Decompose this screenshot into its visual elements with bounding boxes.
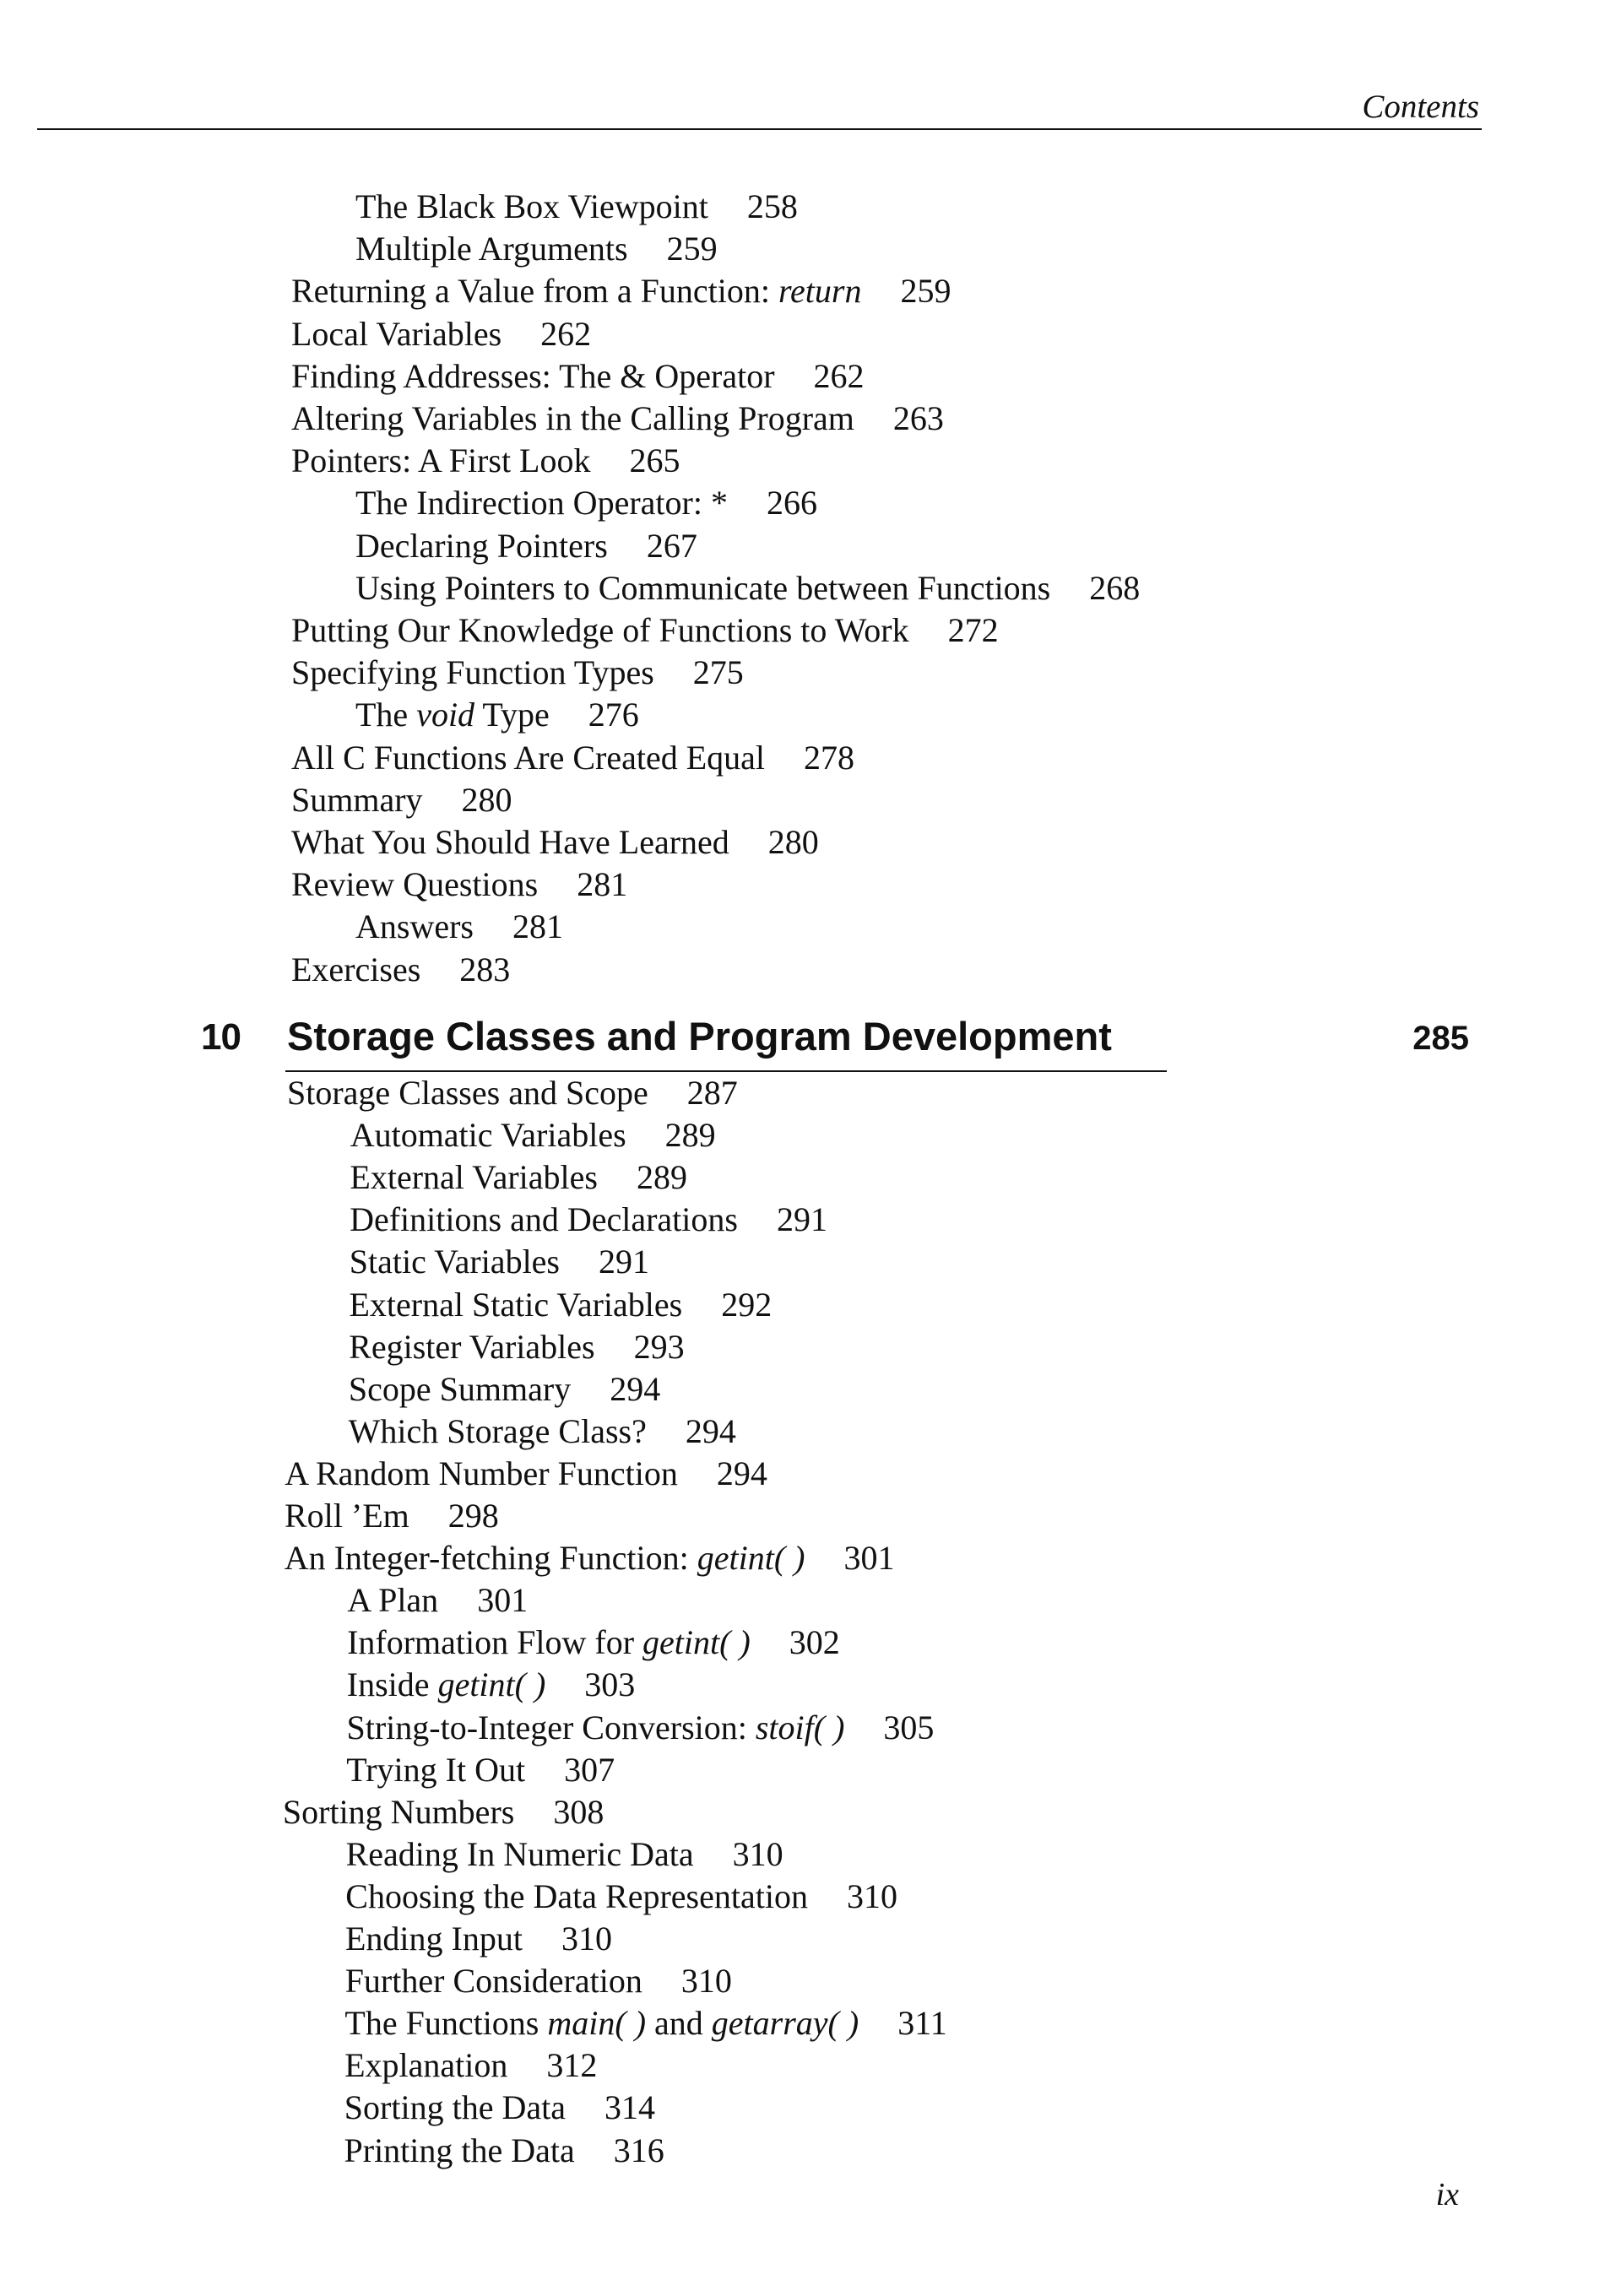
toc-entry-title: Local Variables — [291, 314, 502, 353]
toc-entry-page-number: 305 — [883, 1708, 935, 1746]
toc-entry-title: Returning a Value from a Function: — [291, 272, 778, 311]
toc-entry — [344, 2004, 946, 2043]
toc-entry-title: Answers — [355, 907, 474, 946]
toc-entry-page-number: 310 — [561, 1920, 612, 1958]
chapter-number: 10 — [201, 1016, 241, 1058]
toc-entry-page-number: 263 — [892, 399, 944, 437]
toc-entry — [346, 1751, 615, 1790]
toc-entry — [344, 2088, 655, 2127]
chapter-title: Storage Classes and Program Development — [287, 1014, 1112, 1059]
toc-entry-page-number: 310 — [680, 1962, 732, 2001]
toc-entry — [344, 2046, 597, 2085]
toc-entry-title: Storage Classes and Scope — [287, 1074, 648, 1112]
toc-entry-title: Which Storage Class? — [348, 1411, 647, 1450]
toc-entry — [291, 950, 510, 989]
header-rule — [37, 128, 1482, 130]
toc-entry — [291, 823, 819, 862]
toc-entry-page-number: 275 — [692, 653, 744, 692]
toc-entry-title-italic: return — [778, 272, 862, 311]
toc-entry — [347, 1623, 840, 1662]
toc-entry-title: External Static Variables — [349, 1285, 683, 1324]
toc-entry-title: Choosing the Data Representation — [345, 1876, 808, 1915]
toc-entry — [285, 1497, 499, 1535]
chapter-page-number: 285 — [1412, 1020, 1469, 1057]
toc-entry — [345, 1962, 732, 2001]
toc-entry — [291, 399, 944, 438]
toc-entry — [291, 865, 627, 904]
toc-entry — [291, 739, 854, 777]
toc-entry-page-number: 259 — [900, 272, 951, 311]
toc-entry-page-number: 294 — [610, 1369, 661, 1408]
toc-entry — [349, 1370, 660, 1409]
toc-entry-title: Using Pointers to Communicate between Functions — [355, 568, 1051, 607]
toc-entry-page-number: 311 — [897, 2004, 947, 2043]
toc-entry — [355, 907, 563, 946]
toc-entry-page-number: 312 — [546, 2046, 598, 2085]
toc-entry-title-italic: getarray( ) — [711, 2004, 859, 2043]
toc-entry-page-number: 302 — [789, 1623, 840, 1662]
toc-entry — [355, 696, 639, 734]
toc-entry-page-number: 307 — [564, 1750, 615, 1789]
toc-entry-title-continued: and — [646, 2004, 712, 2043]
toc-entry — [350, 1200, 827, 1239]
toc-entry-title: Static Variables — [349, 1243, 560, 1281]
toc-entry-title: A Random Number Function — [285, 1454, 678, 1492]
toc-entry-title: Scope Summary — [348, 1369, 572, 1408]
toc-entry — [344, 2131, 664, 2170]
toc-entry-title: The — [355, 696, 417, 734]
toc-entry-title: Roll ’Em — [285, 1497, 409, 1535]
toc-entry-title: All C Functions Are Created Equal — [291, 738, 766, 777]
toc-entry-page-number: 280 — [767, 823, 819, 861]
toc-entry — [350, 1158, 687, 1197]
toc-entry-title: Definitions and Declarations — [350, 1200, 738, 1239]
toc-entry-page-number: 308 — [553, 1792, 604, 1831]
running-head: Contents — [1362, 89, 1479, 125]
toc-entry-page-number: 298 — [447, 1497, 499, 1535]
toc-entry — [355, 527, 697, 566]
toc-entry-page-number: 301 — [477, 1581, 529, 1620]
toc-entry-title: Ending Input — [345, 1920, 523, 1958]
toc-entry — [349, 1412, 736, 1451]
toc-entry — [283, 1793, 604, 1832]
toc-entry-page-number: 291 — [776, 1200, 827, 1239]
toc-entry-page-number: 294 — [685, 1411, 736, 1450]
toc-entry-page-number: 267 — [646, 526, 697, 565]
toc-entry — [355, 569, 1140, 608]
toc-entry-title-italic: main( ) — [547, 2004, 647, 2043]
toc-entry-title: External Variables — [350, 1158, 598, 1197]
toc-entry-page-number: 310 — [846, 1876, 897, 1915]
toc-entry-title-continued: Type — [474, 696, 550, 734]
toc-entry-title: Multiple Arguments — [355, 230, 628, 268]
toc-entry-title: Sorting the Data — [344, 2088, 566, 2127]
toc-entry — [291, 781, 512, 820]
toc-entry-title: The Indirection Operator: * — [355, 484, 728, 523]
toc-entry — [350, 1243, 649, 1281]
toc-entry-title: Inside — [346, 1665, 438, 1704]
toc-entry-page-number: 262 — [540, 314, 592, 353]
toc-entry — [345, 1877, 897, 1916]
toc-entry-page-number: 259 — [666, 230, 718, 268]
toc-entry-title: Pointers: A First Look — [291, 441, 591, 480]
toc-entry-page-number: 281 — [577, 865, 628, 904]
toc-entry-title-italic: getint( ) — [642, 1623, 751, 1662]
toc-entry-page-number: 301 — [843, 1539, 895, 1578]
toc-entry — [349, 1328, 684, 1367]
toc-entry-page-number: 310 — [732, 1834, 783, 1873]
toc-entry-title: Reading In Numeric Data — [345, 1834, 694, 1873]
toc-entry-page-number: 268 — [1089, 568, 1141, 607]
toc-entry-title: Information Flow for — [347, 1623, 643, 1662]
toc-entry-title: The Functions — [344, 2004, 548, 2043]
toc-entry — [346, 1835, 783, 1874]
toc-entry-page-number: 292 — [721, 1285, 773, 1324]
toc-entry — [347, 1708, 935, 1747]
toc-entry-title: String-to-Integer Conversion: — [346, 1708, 756, 1746]
toc-entry-page-number: 281 — [512, 907, 563, 946]
toc-entry-title: A Plan — [347, 1581, 439, 1620]
toc-entry — [287, 1074, 738, 1113]
toc-entry — [350, 1286, 773, 1324]
toc-entry-page-number: 291 — [599, 1243, 649, 1281]
toc-entry-page-number: 294 — [716, 1454, 767, 1492]
toc-entry — [291, 315, 591, 354]
toc-entry-title: Further Consideration — [344, 1962, 642, 2001]
toc-entry-title-italic: getint( ) — [697, 1539, 805, 1578]
toc-entry — [347, 1581, 528, 1620]
toc-entry-title-italic: void — [416, 696, 475, 734]
toc-entry-title: Review Questions — [291, 865, 539, 904]
toc-entry-page-number: 289 — [636, 1158, 687, 1197]
chapter-title-rule — [285, 1070, 1167, 1072]
toc-entry-page-number: 280 — [461, 780, 512, 819]
toc-entry-page-number: 278 — [804, 738, 855, 777]
toc-entry — [345, 1920, 612, 1958]
toc-entry — [355, 230, 718, 268]
toc-entry-title: Trying It Out — [346, 1750, 526, 1789]
toc-entry-page-number: 303 — [584, 1665, 636, 1704]
toc-entry — [350, 1116, 716, 1155]
toc-entry — [291, 272, 951, 311]
toc-entry — [285, 1454, 767, 1493]
toc-entry-page-number: 272 — [947, 611, 999, 649]
toc-entry-title: Printing the Data — [344, 2131, 575, 2169]
toc-entry-page-number: 289 — [664, 1116, 716, 1155]
toc-entry — [291, 611, 999, 650]
toc-entry-title: Summary — [291, 780, 423, 819]
toc-entry-title: Exercises — [291, 950, 421, 988]
toc-entry-page-number: 276 — [588, 696, 639, 734]
toc-entry-page-number: 316 — [613, 2131, 664, 2169]
toc-entry-title: The Black Box Viewpoint — [355, 187, 708, 225]
toc-entry-title: Altering Variables in the Calling Program — [291, 399, 854, 437]
toc-entry-title: An Integer-fetching Function: — [284, 1539, 697, 1578]
toc-entry-title: Putting Our Knowledge of Functions to Work — [291, 611, 909, 649]
toc-entry-page-number: 265 — [629, 441, 680, 480]
toc-entry-page-number: 293 — [633, 1327, 685, 1366]
toc-entry — [347, 1665, 636, 1704]
toc-entry-title: Explanation — [344, 2046, 508, 2085]
toc-entry — [285, 1539, 895, 1578]
toc-entry — [291, 441, 680, 480]
toc-entry-title: Finding Addresses: The & Operator — [291, 356, 775, 395]
toc-entry-title-italic: getint( ) — [437, 1665, 546, 1704]
toc-entry-title: Declaring Pointers — [355, 526, 608, 565]
toc-entry — [355, 484, 817, 523]
toc-entry-page-number: 258 — [746, 187, 798, 225]
toc-entry-title: What You Should Have Learned — [291, 823, 729, 861]
page-folio: ix — [1435, 2177, 1459, 2212]
toc-entry — [291, 653, 744, 692]
toc-entry — [355, 187, 798, 226]
toc-entry-page-number: 266 — [766, 484, 817, 523]
toc-entry — [291, 357, 865, 396]
toc-entry-page-number: 287 — [686, 1074, 738, 1112]
toc-entry-page-number: 262 — [813, 356, 865, 395]
toc-entry-page-number: 314 — [604, 2088, 655, 2127]
toc-entry-title: Automatic Variables — [350, 1116, 626, 1155]
toc-entry-title: Specifying Function Types — [291, 653, 654, 692]
toc-entry-title-italic: stoif( ) — [755, 1708, 845, 1746]
toc-entry-page-number: 283 — [459, 950, 511, 988]
toc-entry-title: Sorting Numbers — [282, 1792, 515, 1831]
toc-entry-title: Register Variables — [349, 1327, 595, 1366]
